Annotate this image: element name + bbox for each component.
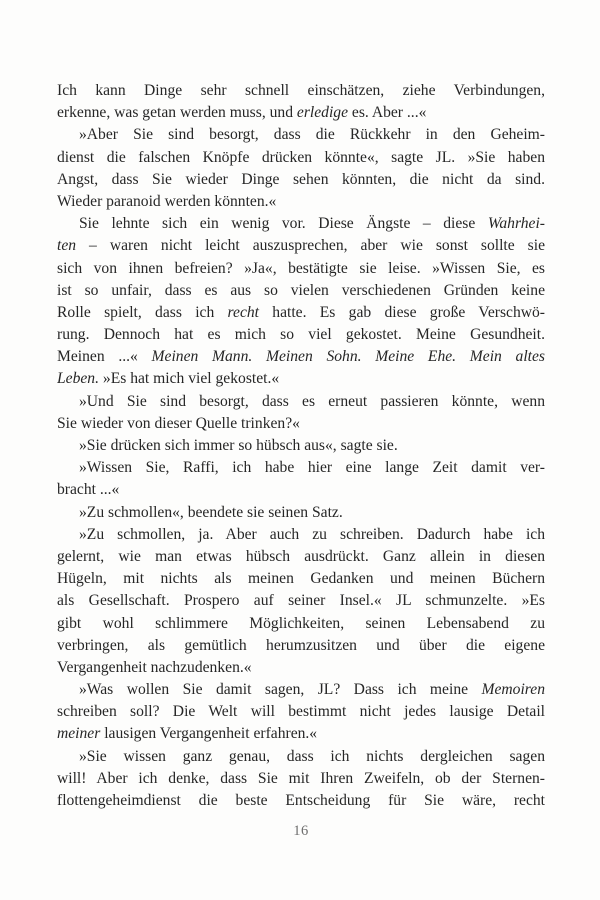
text-line [57,391,545,413]
text-line [57,546,545,568]
text-line [57,746,545,768]
page-number: 16 [293,823,309,839]
text-line [57,80,545,102]
emphasis-text: Memoiren [481,681,545,699]
emphasis-text: Meinen Mann. Meinen Sohn. Meine Ehe. Mein altes [151,348,545,366]
text-line [57,768,545,790]
text-line [57,613,545,635]
text-span: Rolle spielt, dass ich [57,303,228,321]
text-span: »Aber Sie sind besorgt, dass die Rückkehr in den Geheim- [79,126,545,144]
emphasis-text: ten [57,237,77,255]
text-span: »Zu schmollen, ja. Aber auch zu schreiben. Dadurch habe ich [79,525,545,543]
text-span: »Wissen Sie, Raffi, ich habe hier eine lange Zeit damit ver- [79,459,545,477]
text-line [57,346,545,368]
text-line [57,191,545,213]
text-span: erkenne, was getan werden muss, und [57,104,297,122]
text-span: – waren nicht leicht auszusprechen, aber wie sonst sollte sie [76,237,545,255]
text-span: rung. Dennoch hat es mich so viel gekostet. Meine Gesundheit. [57,326,545,344]
text-span: schreiben soll? Die Welt will bestimmt nicht jedes lausige Detail [57,703,545,721]
text-line [57,213,545,235]
text-span: Vergangenheit nachzudenken.« [57,658,252,676]
text-line [57,147,545,169]
text-span: Sie wieder von dieser Quelle trinken?« [57,414,300,432]
text-line [57,124,545,146]
text-block [57,80,545,812]
text-span: bracht ...« [57,481,120,499]
text-line [57,235,545,257]
text-line [57,324,545,346]
text-line [57,635,545,657]
emphasis-text: erledige [296,104,348,122]
emphasis-text: recht [227,303,259,321]
emphasis-text: Leben. [57,370,100,388]
text-span: hatte. Es gab diese große Verschwö- [259,303,545,321]
text-span: als Gesellschaft. Prospero auf seiner Insel.« JL schmunzelte. »Es [57,592,545,610]
text-span: Wieder paranoid werden könnten.« [57,192,277,210]
text-line [57,258,545,280]
text-span: Meinen ...« [57,348,152,366]
emphasis-text: meiner [57,725,101,743]
text-span: es. Aber ...« [348,104,427,122]
text-span: will! Aber ich denke, dass Sie mit Ihren Zweifeln, ob der Sternen- [57,769,545,787]
text-line [57,368,545,390]
text-line [57,568,545,590]
text-span: »Sie wissen ganz genau, dass ich nichts dergleichen sagen [79,747,545,765]
text-span: flottengeheimdienst die beste Entscheidung für Sie wäre, recht [57,792,545,809]
text-line [57,169,545,191]
text-line [57,701,545,723]
text-span: Sie lehnte sich ein wenig vor. Diese Ängste – diese [79,215,488,233]
emphasis-text: Wahrhei- [487,215,545,233]
text-line [57,435,545,457]
text-span: gelernt, wie man etwas hübsch ausdrückt. Ganz allein in diesen [57,547,545,565]
text-line [57,102,545,124]
text-line [57,657,545,679]
text-line [57,302,545,324]
text-span: »Was wollen Sie damit sagen, JL? Dass ich meine [79,681,482,699]
text-span: »Sie drücken sich immer so hübsch aus«, sagte sie. [79,437,398,454]
text-line [57,479,545,501]
text-span: lausigen Vergangenheit erfahren.« [100,725,318,743]
text-span: »Und Sie sind besorgt, dass es erneut passieren könnte, wenn [79,392,545,410]
text-line [57,457,545,479]
text-span: ist so unfair, dass es aus so vielen verschiedenen Gründen keine [57,281,545,299]
text-span: Hügeln, mit nichts als meinen Gedanken und meinen Büchern [57,570,545,588]
text-line [57,280,545,302]
text-line [57,679,545,701]
text-span: sich von ihnen befreien? »Ja«, bestätigte sie leise. »Wissen Sie, es [57,259,545,277]
text-line [57,790,545,812]
text-span: dienst die falschen Knöpfe drücken könnte«, sagte JL. »Sie haben [57,148,545,166]
text-line [57,723,545,745]
text-span: Ich kann Dinge sehr schnell einschätzen, ziehe Verbindungen, [57,82,545,99]
text-span: gibt wohl schlimmere Möglichkeiten, seinen Lebensabend zu [57,614,545,632]
text-span: »Zu schmollen«, beendete sie seinen Satz. [79,503,343,521]
text-line [57,502,545,524]
text-line [57,524,545,546]
text-span: verbringen, als gemütlich herumzusitzen und über die eigene [57,636,545,654]
text-span: »Es hat mich viel gekostet.« [99,370,280,388]
text-span: Angst, dass Sie wieder Dinge sehen könnten, die nicht da sind. [57,170,545,188]
text-line [57,413,545,435]
text-line [57,590,545,612]
